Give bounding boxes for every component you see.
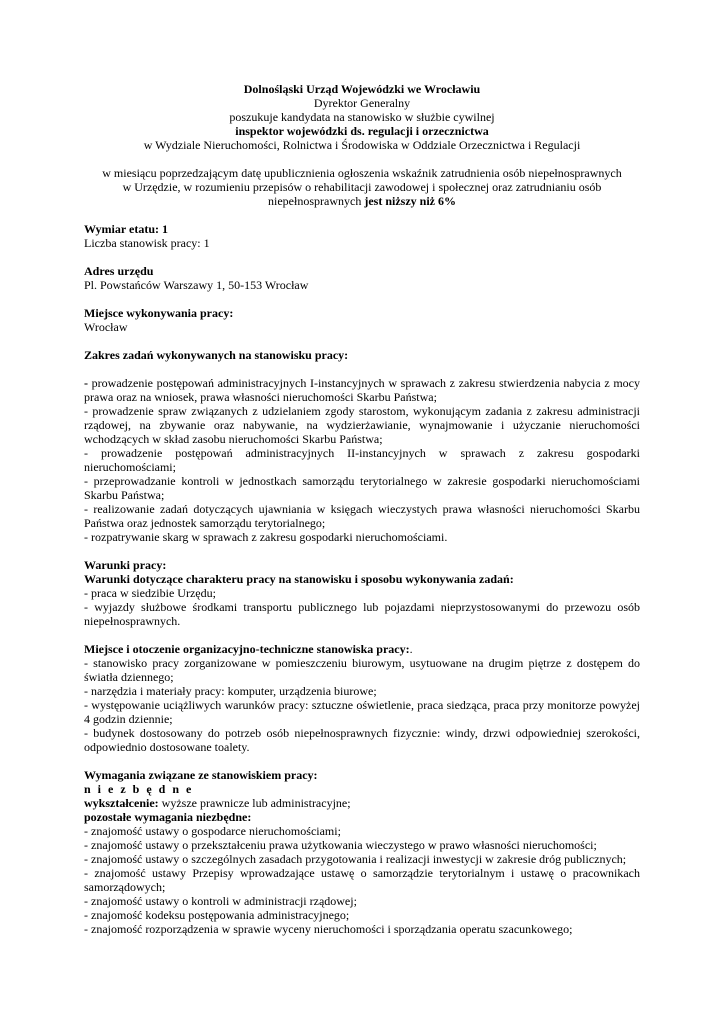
environment-item: - budynek dostosowany do potrzeb osób niepełnosprawnych fizycznie: windy, drzwi odpowiedniej szerokości, odpowiednio dostosowane toalety. <box>84 726 640 754</box>
task-item: - prowadzenie postępowań administracyjnych II-instancyjnych w sprawach z zakresu gospodarki nieruchomościami; <box>84 446 640 474</box>
education-label: wykształcenie: <box>84 796 159 810</box>
environment-title-suffix: . <box>409 642 413 656</box>
disability-notice <box>84 166 640 208</box>
requirement-item: - znajomość ustawy Przepisy wprowadzające ustawę o samorządzie terytorialnym i ustawę o pracownikach samorządowych; <box>84 866 640 894</box>
address-title: Adres urzędu <box>84 264 154 278</box>
environment-title: Miejsce i otoczenie organizacyjno-techniczne stanowiska pracy: <box>84 642 410 656</box>
department-line: w Wydziale Nieruchomości, Rolnictwa i Środowiska w Oddziale Orzecznictwa i Regulacji <box>143 138 581 152</box>
environment-item: - narzędzia i materiały pracy: komputer, urządzenia biurowe; <box>84 684 377 698</box>
tasks-title: Zakres zadań wykonywanych na stanowisku pracy: <box>84 348 349 362</box>
education-line <box>84 796 640 810</box>
requirement-item: - znajomość ustawy o gospodarce nieruchomościami; <box>84 824 341 838</box>
position-title: inspektor wojewódzki ds. regulacji i orzecznictwa <box>235 124 489 138</box>
requirement-item: - znajomość kodeksu postępowania administracyjnego; <box>84 908 350 922</box>
requirement-item: - znajomość ustawy o przekształceniu prawa użytkowania wieczystego w prawo własności nieruchomości; <box>84 838 597 852</box>
task-item: - przeprowadzanie kontroli w jednostkach samorządu terytorialnego w zakresie gospodarki nieruchomościami Skarbu Państwa; <box>84 474 640 502</box>
notice-line-3 <box>84 194 640 208</box>
requirements-section <box>84 768 640 936</box>
task-first-dash: - <box>84 376 88 390</box>
workload-section <box>84 222 640 250</box>
location-value: Wrocław <box>84 320 128 334</box>
task-item: - realizowanie zadań dotyczących ujawniania w księgach wieczystych prawa własności nieruchomości Skarbu Państwa oraz jednostek samorządu terytorialnego; <box>84 502 640 530</box>
task-first-text: prowadzenie postępowań administracyjnych I-instancyjnych w sprawach z zakresu stwierdzenia nabycia z mocy prawa oraz na wniosek, prawa własności nieruchomości Skarbu Państwa; <box>84 376 640 404</box>
task-item: - prowadzenie spraw związanych z udzielaniem zgody starostom, wykonującym zadania z zakresu administracji rządowej, na zbywanie oraz nabywanie, na wydzierżawianie, wynajmowanie i użyczanie nieruchomości wchodzących w skład zasobu nieruchomości Skarbu Państwa; <box>84 404 640 446</box>
requirements-title: Wymagania związane ze stanowiskiem pracy: <box>84 768 318 782</box>
requirement-item: - znajomość ustawy o szczególnych zasadach przygotowania i realizacji inwestycji w zakresie dróg publicznych; <box>84 852 627 866</box>
workload-title: Wymiar etatu: 1 <box>84 222 168 236</box>
seeks-line: poszukuje kandydata na stanowisko w służbie cywilnej <box>229 110 495 124</box>
condition-item: - wyjazdy służbowe środkami transportu publicznego lub pojazdami nieprzystosowanymi do przewozu osób niepełnosprawnych. <box>84 600 640 628</box>
header <box>84 82 640 152</box>
notice-line-3-normal: niepełnosprawnych <box>268 194 365 208</box>
address-section <box>84 264 640 292</box>
director-title: Dyrektor Generalny <box>313 96 411 110</box>
document-page <box>84 82 640 936</box>
notice-line-2: w Urzędzie, w rozumieniu przepisów o rehabilitacji zawodowej i społecznej oraz zatrudnianiu osób <box>122 180 602 194</box>
requirement-item: - znajomość rozporządzenia w sprawie wyceny nieruchomości i sporządzania operatu szacunkowego; <box>84 922 573 936</box>
necessary-label: n i e z b ę d n e <box>84 782 194 796</box>
environment-item: - stanowisko pracy zorganizowane w pomieszczeniu biurowym, usytuowane na drugim piętrze z dostępem do światła dziennego; <box>84 656 640 684</box>
conditions-title: Warunki pracy: <box>84 558 167 572</box>
notice-line-3-bold: jest niższy niż 6% <box>364 194 456 208</box>
requirement-item: - znajomość ustawy o kontroli w administracji rządowej; <box>84 894 357 908</box>
office-name: Dolnośląski Urząd Wojewódzki we Wrocławiu <box>243 82 481 96</box>
tasks-section <box>84 348 640 544</box>
condition-item: - praca w siedzibie Urzędu; <box>84 586 216 600</box>
task-item: - rozpatrywanie skarg w sprawach z zakresu gospodarki nieruchomościami. <box>84 530 448 544</box>
other-requirements-title: pozostałe wymagania niezbędne: <box>84 810 252 824</box>
environment-section <box>84 642 640 754</box>
conditions-subtitle: Warunki dotyczące charakteru pracy na stanowisku i sposobu wykonywania zadań: <box>84 572 514 586</box>
location-section <box>84 306 640 334</box>
education-value: wyższe prawnicze lub administracyjne; <box>158 796 351 810</box>
conditions-section <box>84 558 640 628</box>
environment-heading <box>84 642 640 656</box>
positions-count: Liczba stanowisk pracy: 1 <box>84 236 210 250</box>
location-title: Miejsce wykonywania pracy: <box>84 306 234 320</box>
address-value: Pl. Powstańców Warszawy 1, 50-153 Wrocław <box>84 278 309 292</box>
environment-item: - występowanie uciążliwych warunków pracy: sztuczne oświetlenie, praca siedząca, praca przy monitorze powyżej 4 godzin dziennie; <box>84 698 640 726</box>
task-item-1 <box>84 376 640 404</box>
notice-line-1: w miesiącu poprzedzającym datę upublicznienia ogłoszenia wskaźnik zatrudnienia osób niepełnosprawnych <box>102 166 622 180</box>
